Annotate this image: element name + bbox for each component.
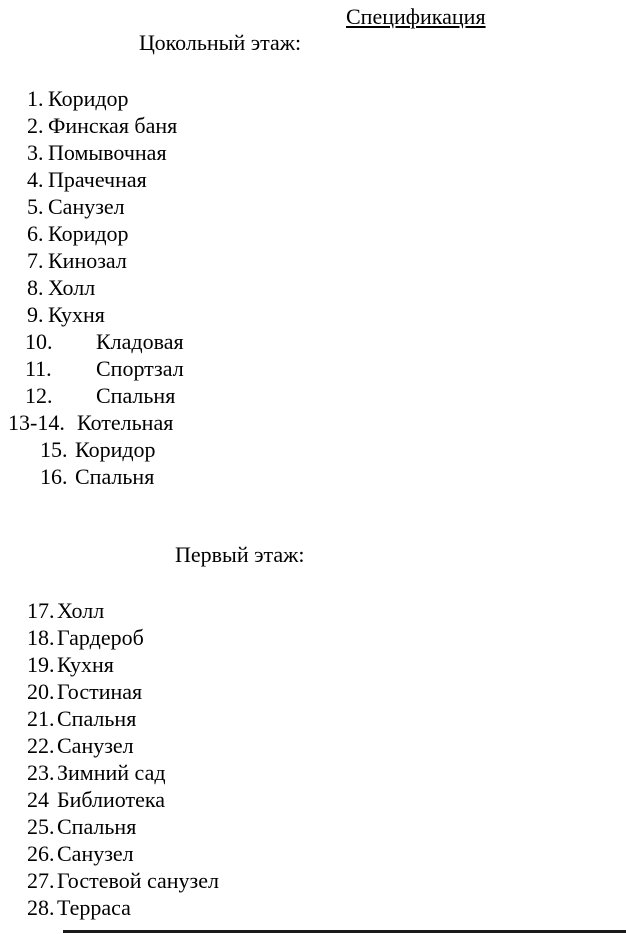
spec-item xyxy=(0,355,626,382)
spec-item xyxy=(0,247,626,274)
spec-item-number: 6. xyxy=(27,221,44,246)
spec-item xyxy=(0,840,626,867)
spec-item-label: Кладовая xyxy=(96,329,184,354)
spec-item-label: Коридор xyxy=(48,221,129,246)
spec-item-label: Холл xyxy=(48,275,96,300)
spec-item-label: Спальня xyxy=(57,814,137,839)
spec-item-label: Гостевой санузел xyxy=(57,868,219,893)
spec-item xyxy=(0,624,626,651)
spec-item-number: 9. xyxy=(27,302,44,327)
spec-item-label: Спальня xyxy=(96,383,176,408)
spec-item-label: Прачечная xyxy=(48,167,147,192)
spec-item-number: 18. xyxy=(27,625,55,650)
spec-item xyxy=(0,651,626,678)
document-title: Спецификация xyxy=(346,4,486,29)
section-heading-first-floor: Первый этаж: xyxy=(175,542,305,567)
spec-item xyxy=(0,759,626,786)
spec-item xyxy=(0,786,626,813)
spec-item-number: 5. xyxy=(27,194,44,219)
spec-item xyxy=(0,328,626,355)
spec-item-number: 2. xyxy=(27,113,44,138)
spec-item-number: 22. xyxy=(27,733,55,758)
spec-item xyxy=(0,813,626,840)
spec-item xyxy=(0,732,626,759)
spec-item xyxy=(0,193,626,220)
spec-item-label: Котельная xyxy=(77,410,174,435)
spec-item-number: 7. xyxy=(27,248,44,273)
spec-item-label: Кухня xyxy=(48,302,105,327)
spec-item xyxy=(0,597,626,624)
spec-item xyxy=(0,85,626,112)
first-floor-room-list xyxy=(0,597,626,921)
spec-item-number: 25. xyxy=(27,814,55,839)
spec-item-number: 11. xyxy=(25,356,52,381)
spec-item-number: 24 xyxy=(27,787,49,812)
spec-item xyxy=(0,139,626,166)
spec-item xyxy=(0,678,626,705)
spec-item xyxy=(0,301,626,328)
basement-room-list xyxy=(0,85,626,490)
spec-item-label: Санузел xyxy=(48,194,125,219)
spec-item xyxy=(0,220,626,247)
spec-item-label: Финская баня xyxy=(48,113,178,138)
spec-item xyxy=(0,705,626,732)
spec-item-label: Коридор xyxy=(48,86,129,111)
spec-item-number: 28. xyxy=(27,895,55,920)
spec-item-label: Холл xyxy=(57,598,105,623)
spec-item-label: Терраса xyxy=(57,895,131,920)
spec-item-number: 13-14. xyxy=(8,410,65,435)
spec-item-number: 15. xyxy=(40,437,68,462)
spec-item-label: Библиотека xyxy=(57,787,166,812)
spec-item xyxy=(0,409,626,436)
spec-item-label: Зимний сад xyxy=(57,760,166,785)
spec-item xyxy=(0,166,626,193)
spec-item xyxy=(0,463,626,490)
spec-item-number: 17. xyxy=(27,598,55,623)
spec-item-number: 21. xyxy=(27,706,55,731)
cropped-table-border xyxy=(63,930,626,933)
spec-item xyxy=(0,894,626,921)
spec-item-label: Помывочная xyxy=(48,140,167,165)
spec-item xyxy=(0,112,626,139)
spec-item xyxy=(0,867,626,894)
spec-item-number: 27. xyxy=(27,868,55,893)
spec-item xyxy=(0,274,626,301)
spec-item-number: 4. xyxy=(27,167,44,192)
spec-item-label: Санузел xyxy=(57,841,134,866)
spec-item-label: Санузел xyxy=(57,733,134,758)
spec-item-number: 3. xyxy=(27,140,44,165)
spec-item-number: 16. xyxy=(40,464,68,489)
spec-item-number: 23. xyxy=(27,760,55,785)
section-heading-basement: Цокольный этаж: xyxy=(139,30,302,55)
spec-item-number: 26. xyxy=(27,841,55,866)
spec-item-number: 8. xyxy=(27,275,44,300)
spec-item xyxy=(0,436,626,463)
spec-item-label: Спальня xyxy=(75,464,155,489)
spec-item-label: Кинозал xyxy=(48,248,127,273)
spec-item-label: Спортзал xyxy=(96,356,184,381)
spec-item-label: Коридор xyxy=(75,437,156,462)
spec-item-number: 12. xyxy=(25,383,53,408)
spec-item-label: Кухня xyxy=(57,652,114,677)
spec-item-number: 10. xyxy=(25,329,53,354)
spec-item-label: Гардероб xyxy=(57,625,144,650)
spec-item xyxy=(0,382,626,409)
spec-item-number: 20. xyxy=(27,679,55,704)
spec-item-label: Гостиная xyxy=(57,679,143,704)
spec-item-number: 19. xyxy=(27,652,55,677)
spec-item-label: Спальня xyxy=(57,706,137,731)
spec-item-number: 1. xyxy=(27,86,44,111)
